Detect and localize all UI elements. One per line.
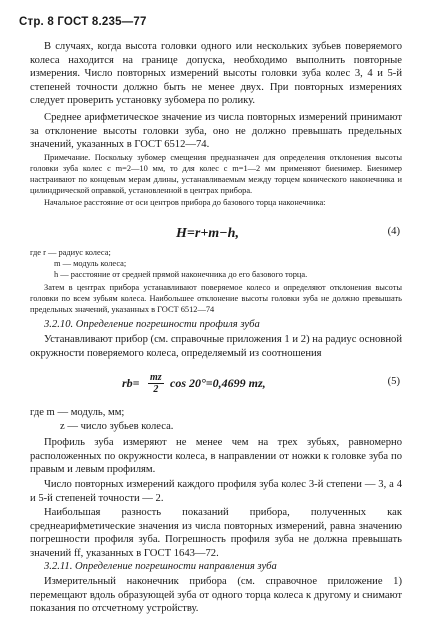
legend-line: где m — модуль, мм; bbox=[30, 407, 125, 418]
paragraph-text: Наибольшая разность показаний прибора, полученных как среднеарифметические значения из числа повторных измерений, равна значению погрешности профиля зуба. Погрешность профиля зуба не должна превышать значений ff, указанных в ГОСТ 1643—72. bbox=[30, 507, 402, 559]
paragraph-text: Измерительный наконечник прибора (см. справочное приложение 1) перемещают вдоль образующей зуба от одного торца колеса к другому и снимают показания по отсчетному устройству. bbox=[30, 576, 402, 614]
paragraph-max-difference bbox=[30, 506, 402, 560]
paragraph-profile-measure bbox=[30, 436, 402, 477]
paragraph-repeat-count bbox=[30, 478, 402, 505]
paragraph-text: Число повторных измерений каждого профиля зуба колес 3-й степени — 3, а 4 и 5-й степеней точности — 2. bbox=[30, 479, 402, 504]
note-text: Затем в центрах прибора устанавливают поверяемое колесо и определяют отклонения высоты головки по всем зубьям колеса. Наибольшее отклонение высоты головки зуба не должно превышать предельных значений, указанных в ГОСТ 6512—74 bbox=[30, 283, 402, 314]
formula-number: (5) bbox=[387, 376, 400, 387]
legend-line: h — расстояние от средней прямой наконечника до его базового торца. bbox=[54, 270, 308, 279]
paragraph-text: Устанавливают прибор (см. справочные приложения 1 и 2) на радиус основной окружности поверяемого колеса, определяемый из соотношения bbox=[30, 334, 402, 359]
section-heading: 3.2.11. Определение погрешности направления зуба bbox=[44, 561, 277, 572]
paragraph-repeat-measurements bbox=[30, 40, 402, 108]
formula-4 bbox=[30, 226, 402, 244]
paragraph-direction bbox=[30, 575, 402, 616]
formula-fraction bbox=[148, 372, 164, 395]
note-continuation bbox=[30, 282, 402, 315]
paragraph-mean-value bbox=[30, 111, 402, 152]
section-3-2-11-heading bbox=[30, 560, 402, 574]
formula-rhs: cos 20°=0,4699 mz, bbox=[170, 376, 266, 390]
formula-expression: H=r+m−h, bbox=[176, 226, 239, 241]
paragraph-base-circle bbox=[30, 333, 402, 360]
section-3-2-10-heading bbox=[30, 318, 402, 332]
paragraph-text: В случаях, когда высота головки одного или нескольких зубьев поверяемого колеса находится на границе допуска, необходимо выполнить повторные измерения. Число повторных измерений высоты головки зуба колес 3, 4 и 5-й степеней точности должно быть не менее двух. При повторных измерениях следует проверить установку зубомера по ролику. bbox=[30, 41, 402, 106]
paragraph-text: Профиль зуба измеряют не менее чем на трех зубьях, равномерно расположенных по окружности колеса, в направлении от ножки к головке зуба по правым и левым профилям. bbox=[30, 437, 402, 475]
legend-line: m — модуль колеса; bbox=[54, 259, 127, 268]
fraction-denominator: 2 bbox=[153, 384, 159, 395]
fraction-numerator: mz bbox=[150, 372, 162, 383]
legend-line: где r — радиус колеса; bbox=[30, 248, 111, 257]
note-text: Примечание. Поскольку зубомер смещения предназначен для определения отклонения высоты головки зуба колес с m=2—10 мм, то для колес с m=1—2 мм применяют биенимер. Биенимер настраивают по концевым мерам длины, устанавливаемым между торцем конического наконечника и цилиндрической оправкой, установленной в центрах прибора. bbox=[30, 153, 402, 195]
formula-5 bbox=[30, 372, 402, 402]
section-heading: 3.2.10. Определение погрешности профиля зуба bbox=[44, 319, 260, 330]
formula-lhs: rb= bbox=[122, 376, 140, 390]
note-text-initial-distance: Начальное расстояние от оси центров прибора до базового торца наконечника: bbox=[44, 198, 326, 207]
legend-line: z — число зубьев колеса. bbox=[60, 420, 174, 432]
formula-number: (4) bbox=[387, 226, 400, 237]
note-block bbox=[30, 152, 402, 208]
paragraph-text: Среднее арифметическое значение из числа повторных измерений принимают за отклонение высоты головки зуба, оно не должно превышать предельных значений, указанных в ГОСТ 6512—74. bbox=[30, 112, 402, 150]
formula-4-legend bbox=[30, 247, 402, 280]
formula-5-legend bbox=[30, 406, 402, 433]
page-header: Стр. 8 ГОСТ 8.235—77 bbox=[19, 16, 147, 28]
